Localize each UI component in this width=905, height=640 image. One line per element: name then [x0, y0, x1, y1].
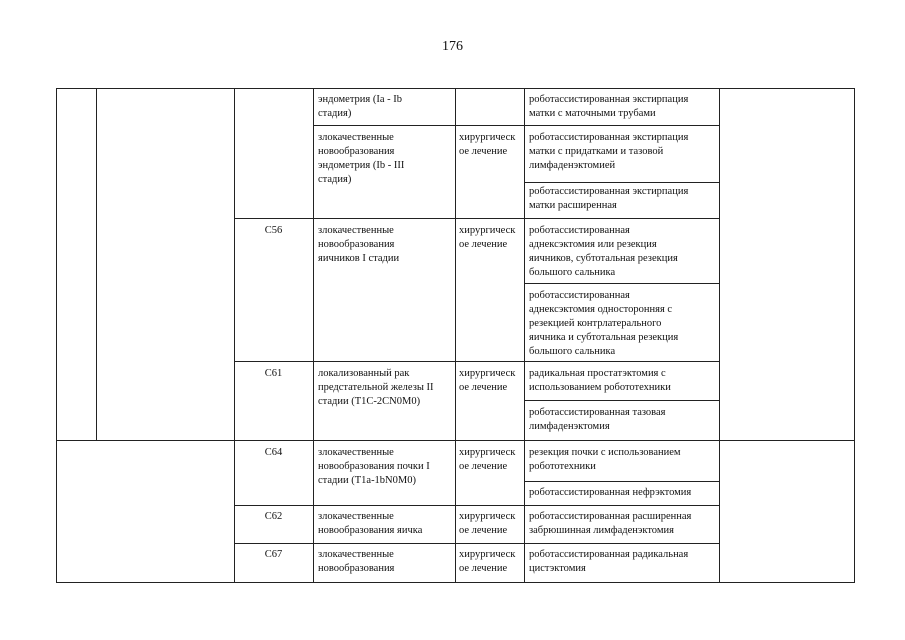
table-border-left: [56, 88, 57, 583]
method-cell: роботассистированная экстирпация матки с маточными трубами: [529, 94, 689, 119]
treatment-cell: хирургическ ое лечение: [459, 225, 516, 250]
method-cell: роботассистированная нефрэктомия: [529, 487, 692, 498]
row-divider: [313, 125, 719, 126]
page-number: 176: [442, 39, 463, 54]
treatment-cell: хирургическ ое лечение: [459, 132, 516, 157]
code-cell: C67: [264, 549, 283, 560]
method-cell: роботассистированная тазовая лимфаденэктомия: [529, 407, 666, 432]
diagnosis-cell: эндометрия (Ia - Ib стадия): [318, 94, 403, 119]
method-cell: роботассистированная аднексэктомия односторонняя с резекцией контрлатерального яичника и субтотальная резекция большого сальника: [529, 290, 679, 357]
column-divider: [313, 88, 314, 583]
diagnosis-cell: злокачественные новообразования почки I стадии (T1a-1bN0M0): [318, 447, 430, 486]
method-cell: роботассистированная экстирпация матки расширенная: [529, 186, 689, 211]
code-cell: C56: [264, 225, 283, 236]
diagnosis-cell: локализованный рак предстательной железы II стадии (T1C-2CN0M0): [318, 368, 434, 407]
diagnosis-cell: злокачественные новообразования яичников I стадии: [318, 225, 400, 264]
row-divider: [234, 543, 719, 544]
column-divider: [234, 88, 235, 583]
diagnosis-cell: злокачественные новообразования эндометрия (Ib - III стадия): [318, 132, 405, 185]
column-divider: [719, 88, 720, 583]
row-divider: [234, 361, 719, 362]
method-divider: [524, 400, 719, 401]
method-divider: [524, 481, 719, 482]
treatment-cell: хирургическ ое лечение: [459, 447, 516, 472]
method-cell: роботассистированная расширенная забрюшинная лимфаденэктомия: [529, 511, 692, 536]
diagnosis-cell: злокачественные новообразования: [318, 549, 395, 574]
treatment-cell: хирургическ ое лечение: [459, 511, 516, 536]
method-cell: роботассистированная радикальная цистэктомия: [529, 549, 689, 574]
method-cell: роботассистированная экстирпация матки с придатками и тазовой лимфаденэктомией: [529, 132, 689, 171]
row-divider: [234, 218, 719, 219]
code-cell: C62: [264, 511, 283, 522]
column-divider: [96, 88, 97, 441]
column-divider: [455, 88, 456, 583]
row-divider: [234, 505, 719, 506]
diagnosis-cell: злокачественные новообразования яичка: [318, 511, 423, 536]
table-border-right: [854, 88, 855, 583]
method-cell: радикальная простатэктомия с использованием робототехники: [529, 368, 671, 393]
column-divider: [524, 88, 525, 583]
method-divider: [524, 182, 719, 183]
method-cell: роботассистированная аднексэктомия или резекция яичников, субтотальная резекция большого сальника: [529, 225, 678, 278]
method-cell: резекция почки с использованием робототехники: [529, 447, 681, 472]
code-cell: C61: [264, 368, 283, 379]
treatment-cell: хирургическ ое лечение: [459, 368, 516, 393]
code-cell: C64: [264, 447, 283, 458]
method-divider: [524, 283, 719, 284]
treatment-cell: хирургическ ое лечение: [459, 549, 516, 574]
